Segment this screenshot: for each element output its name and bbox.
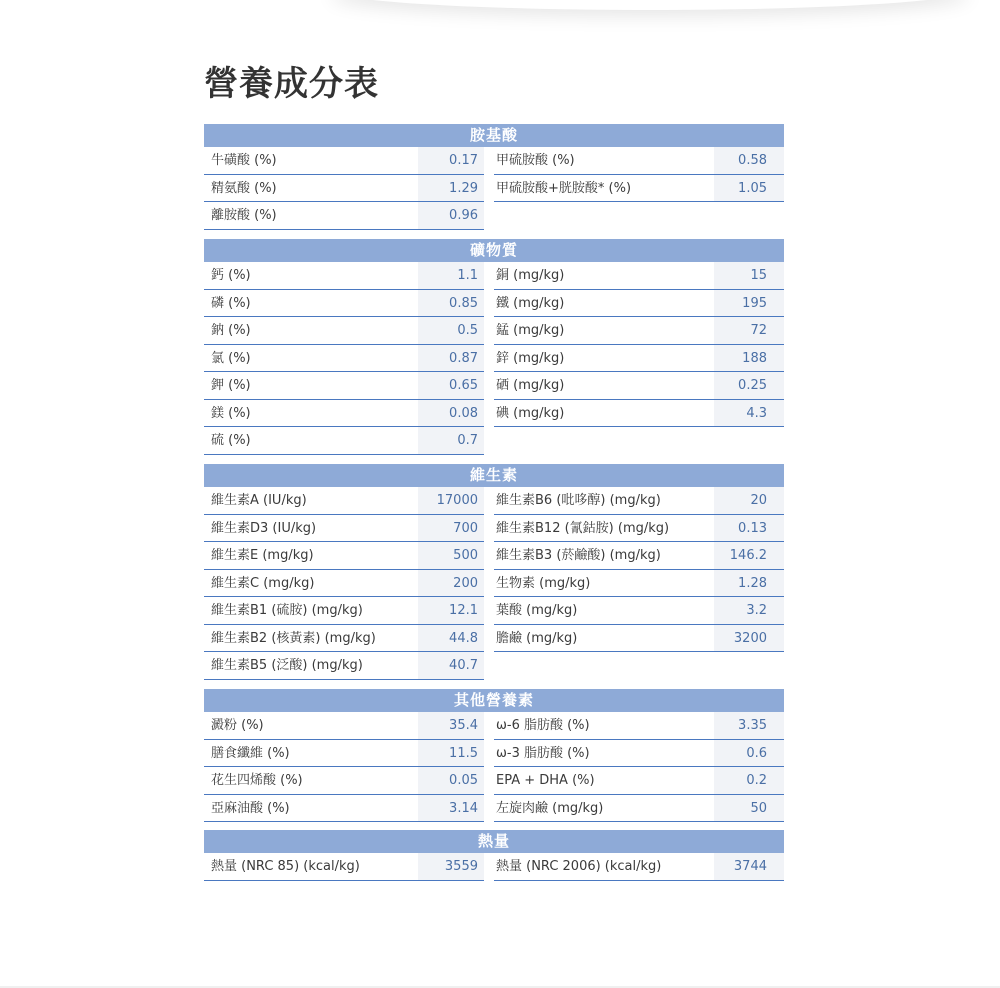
nutrient-label: 甲硫胺酸 (%) xyxy=(494,147,714,175)
nutrient-value: 0.6 xyxy=(714,740,784,768)
table-row xyxy=(204,625,784,653)
nutrient-value: 0.85 xyxy=(418,290,484,318)
nutrient-value: 146.2 xyxy=(714,542,784,570)
section-header: 其他營養素 xyxy=(204,689,784,712)
table-row xyxy=(204,175,784,203)
section-other-nutrients xyxy=(204,689,784,822)
nutrient-label: 精氨酸 (%) xyxy=(204,175,418,203)
nutrient-label: 鈣 (%) xyxy=(204,262,418,290)
table-row xyxy=(204,400,784,428)
nutrient-label: 亞麻油酸 (%) xyxy=(204,795,418,823)
empty-cell xyxy=(494,427,714,455)
nutrient-value: 0.2 xyxy=(714,767,784,795)
nutrient-label: EPA + DHA (%) xyxy=(494,767,714,795)
nutrient-label: 花生四烯酸 (%) xyxy=(204,767,418,795)
column-gap xyxy=(484,712,494,740)
empty-cell xyxy=(714,652,784,680)
nutrient-value: 3744 xyxy=(714,853,784,881)
table-row xyxy=(204,795,784,823)
empty-cell xyxy=(714,202,784,230)
table-row xyxy=(204,542,784,570)
column-gap xyxy=(484,625,494,653)
table-row xyxy=(204,597,784,625)
column-gap xyxy=(484,262,494,290)
nutrient-value: 1.05 xyxy=(714,175,784,203)
nutrient-value: 15 xyxy=(714,262,784,290)
column-gap xyxy=(484,317,494,345)
nutrient-value: 0.58 xyxy=(714,147,784,175)
nutrient-label: 鋅 (mg/kg) xyxy=(494,345,714,373)
column-gap xyxy=(484,202,494,230)
column-gap xyxy=(484,853,494,881)
column-gap xyxy=(484,400,494,428)
nutrient-value: 17000 xyxy=(418,487,484,515)
nutrient-label: 維生素E (mg/kg) xyxy=(204,542,418,570)
nutrient-value: 1.29 xyxy=(418,175,484,203)
nutrient-label: 碘 (mg/kg) xyxy=(494,400,714,428)
nutrient-value: 195 xyxy=(714,290,784,318)
table-row xyxy=(204,712,784,740)
nutrient-value: 11.5 xyxy=(418,740,484,768)
table-row xyxy=(204,515,784,543)
nutrient-value: 3559 xyxy=(418,853,484,881)
nutrient-label: 熱量 (NRC 85) (kcal/kg) xyxy=(204,853,418,881)
nutrient-label: 維生素D3 (IU/kg) xyxy=(204,515,418,543)
nutrient-label: 離胺酸 (%) xyxy=(204,202,418,230)
nutrient-label: 熱量 (NRC 2006) (kcal/kg) xyxy=(494,853,714,881)
nutrient-label: 維生素C (mg/kg) xyxy=(204,570,418,598)
nutrient-value: 40.7 xyxy=(418,652,484,680)
empty-cell xyxy=(494,202,714,230)
nutrient-value: 3.14 xyxy=(418,795,484,823)
nutrient-label: 鈉 (%) xyxy=(204,317,418,345)
nutrient-label: 鐵 (mg/kg) xyxy=(494,290,714,318)
nutrient-value: 0.65 xyxy=(418,372,484,400)
nutrient-label: 鉀 (%) xyxy=(204,372,418,400)
nutrient-value: 0.08 xyxy=(418,400,484,428)
column-gap xyxy=(484,767,494,795)
nutrient-value: 0.05 xyxy=(418,767,484,795)
column-gap xyxy=(484,542,494,570)
nutrient-label: 硫 (%) xyxy=(204,427,418,455)
column-gap xyxy=(484,147,494,175)
nutrient-label: 膽鹼 (mg/kg) xyxy=(494,625,714,653)
table-row xyxy=(204,487,784,515)
nutrient-value: 1.1 xyxy=(418,262,484,290)
column-gap xyxy=(484,740,494,768)
nutrient-value: 44.8 xyxy=(418,625,484,653)
nutrient-value: 12.1 xyxy=(418,597,484,625)
nutrient-label: 葉酸 (mg/kg) xyxy=(494,597,714,625)
table-row xyxy=(204,202,784,230)
nutrient-label: 維生素B12 (氰鈷胺) (mg/kg) xyxy=(494,515,714,543)
nutrient-label: 氯 (%) xyxy=(204,345,418,373)
column-gap xyxy=(484,515,494,543)
column-gap xyxy=(484,597,494,625)
section-vitamins xyxy=(204,464,784,680)
column-gap xyxy=(484,290,494,318)
nutrient-label: ω-6 脂肪酸 (%) xyxy=(494,712,714,740)
nutrient-label: 磷 (%) xyxy=(204,290,418,318)
column-gap xyxy=(484,372,494,400)
column-gap xyxy=(484,652,494,680)
nutrient-value: 0.17 xyxy=(418,147,484,175)
section-minerals xyxy=(204,239,784,455)
table-row xyxy=(204,290,784,318)
nutrient-label: 維生素B1 (硫胺) (mg/kg) xyxy=(204,597,418,625)
empty-cell xyxy=(494,652,714,680)
section-header: 維生素 xyxy=(204,464,784,487)
column-gap xyxy=(484,487,494,515)
nutrient-value: 500 xyxy=(418,542,484,570)
nutrient-value: 50 xyxy=(714,795,784,823)
nutrient-label: 牛磺酸 (%) xyxy=(204,147,418,175)
nutrient-value: 3.35 xyxy=(714,712,784,740)
nutrient-label: 左旋肉鹼 (mg/kg) xyxy=(494,795,714,823)
empty-cell xyxy=(714,427,784,455)
table-row xyxy=(204,767,784,795)
nutrient-label: 生物素 (mg/kg) xyxy=(494,570,714,598)
nutrient-value: 0.25 xyxy=(714,372,784,400)
nutrient-label: 錳 (mg/kg) xyxy=(494,317,714,345)
nutrient-label: 澱粉 (%) xyxy=(204,712,418,740)
nutrient-label: 維生素B6 (吡哆醇) (mg/kg) xyxy=(494,487,714,515)
column-gap xyxy=(484,175,494,203)
table-row xyxy=(204,853,784,881)
nutrient-label: 鎂 (%) xyxy=(204,400,418,428)
column-gap xyxy=(484,795,494,823)
top-shadow-decoration xyxy=(330,0,970,10)
section-header: 礦物質 xyxy=(204,239,784,262)
page-title: 營養成分表 xyxy=(204,64,379,104)
nutrient-value: 3200 xyxy=(714,625,784,653)
nutrient-value: 188 xyxy=(714,345,784,373)
table-row xyxy=(204,147,784,175)
nutrient-value: 4.3 xyxy=(714,400,784,428)
table-row xyxy=(204,652,784,680)
column-gap xyxy=(484,570,494,598)
nutrient-label: 甲硫胺酸+胱胺酸* (%) xyxy=(494,175,714,203)
section-energy xyxy=(204,830,784,881)
nutrient-value: 35.4 xyxy=(418,712,484,740)
table-row xyxy=(204,740,784,768)
nutrient-value: 0.87 xyxy=(418,345,484,373)
section-header: 熱量 xyxy=(204,830,784,853)
nutrient-value: 0.5 xyxy=(418,317,484,345)
nutrient-label: 硒 (mg/kg) xyxy=(494,372,714,400)
nutrient-value: 72 xyxy=(714,317,784,345)
nutrient-label: 維生素B5 (泛酸) (mg/kg) xyxy=(204,652,418,680)
column-gap xyxy=(484,427,494,455)
table-row xyxy=(204,427,784,455)
nutrient-label: ω-3 脂肪酸 (%) xyxy=(494,740,714,768)
table-row xyxy=(204,570,784,598)
table-row xyxy=(204,262,784,290)
nutrient-value: 0.7 xyxy=(418,427,484,455)
nutrient-value: 200 xyxy=(418,570,484,598)
nutrient-value: 0.96 xyxy=(418,202,484,230)
nutrient-label: 膳食纖維 (%) xyxy=(204,740,418,768)
nutrient-value: 1.28 xyxy=(714,570,784,598)
column-gap xyxy=(484,345,494,373)
nutrient-value: 3.2 xyxy=(714,597,784,625)
table-row xyxy=(204,372,784,400)
nutrient-value: 700 xyxy=(418,515,484,543)
section-header: 胺基酸 xyxy=(204,124,784,147)
table-row xyxy=(204,345,784,373)
nutrient-value: 20 xyxy=(714,487,784,515)
nutrient-label: 維生素B2 (核黃素) (mg/kg) xyxy=(204,625,418,653)
nutrient-label: 維生素B3 (菸鹼酸) (mg/kg) xyxy=(494,542,714,570)
nutrient-label: 維生素A (IU/kg) xyxy=(204,487,418,515)
section-amino-acids xyxy=(204,124,784,230)
nutrient-value: 0.13 xyxy=(714,515,784,543)
nutrient-label: 銅 (mg/kg) xyxy=(494,262,714,290)
table-row xyxy=(204,317,784,345)
